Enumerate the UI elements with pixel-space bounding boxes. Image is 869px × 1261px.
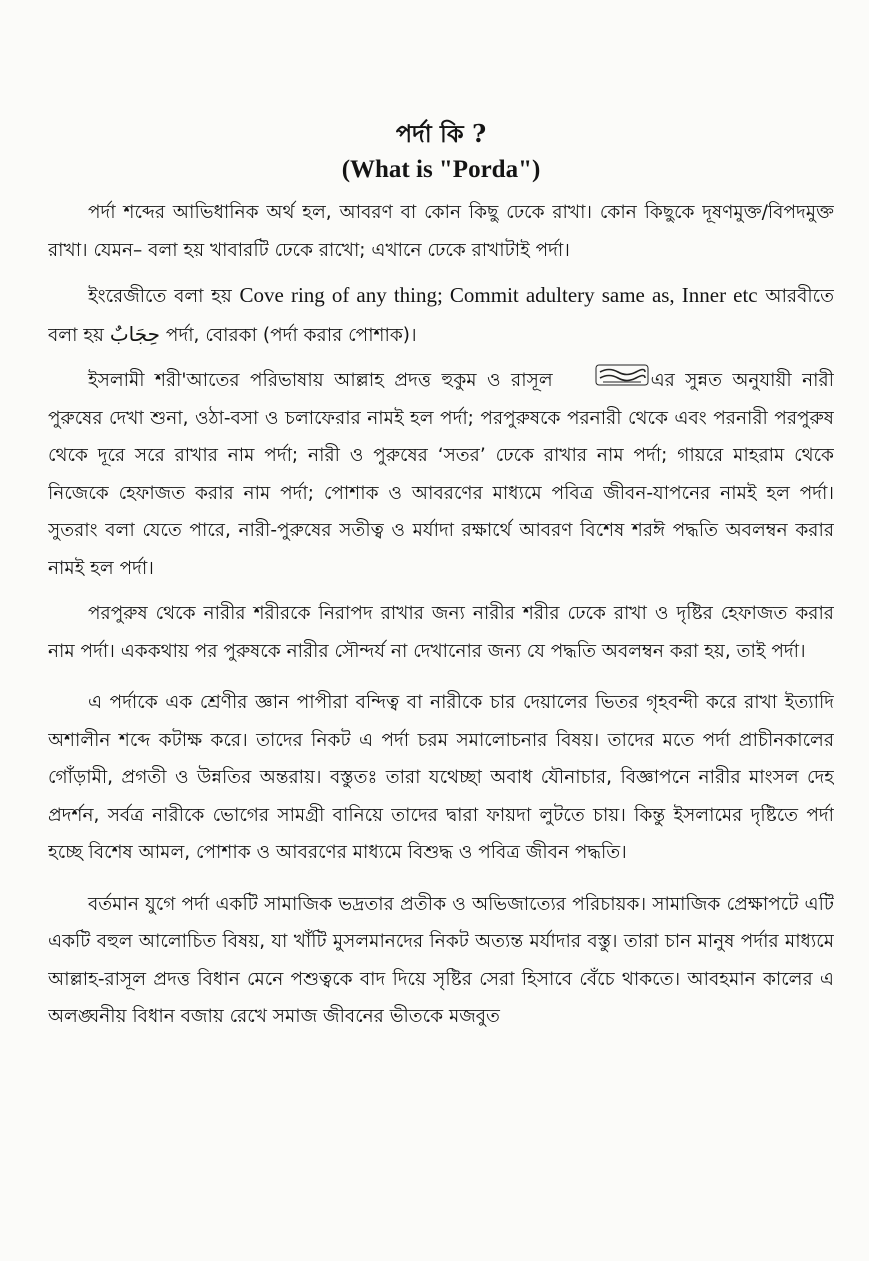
translations-lead: ইংরেজীতে বলা হয় [88, 286, 240, 307]
paragraph-criticism: এ পর্দাকে এক শ্রেণীর জ্ঞান পাপীরা বন্দিত্ব বা নারীকে চার দেয়ালের ভিতর গৃহবন্দী করে রাখা ইত্যাদি অশালীন শব্দে কটাক্ষ করে। তাদের নিকট এ পর্দা চরম সমালোচনার বিষয়। তাদের মতে পর্দা প্রাচীনকালের গোঁড়ামী, প্রগতী ও উন্নতির অন্তরায়। বস্তুতঃ তারা যথেচ্ছা অবাধ যৌনাচার, বিজ্ঞাপনে নারীর মাংসল দেহ প্রদর্শন, সর্বত্র নারীকে ভোগের সামগ্রী বানিয়ে তাদের দ্বারা ফায়দা লুটতে চায়। কিন্তু ইসলামের দৃষ্টিতে পর্দা হচ্ছে বিশেষ আমল, পোশাক ও আবরণের মাধ্যমে বিশুদ্ধ ও পবিত্র জীবন পদ্ধতি। [48, 692, 834, 864]
paragraph-protection: পরপুরুষ থেকে নারীর শরীরকে নিরাপদ রাখার জন্য নারীর শরীর ঢেকে রাখা ও দৃষ্টির হেফাজত করার নাম পর্দা। এককথায় পর পুরুষকে নারীর সৌন্দর্য না দেখানোর জন্য যে পদ্ধতি অবলম্বন করা হয়, তাই পর্দা। [48, 603, 834, 662]
translations-tail: পর্দা, বোরকা (পর্দা করার পোশাক)। [160, 324, 417, 346]
paragraph-translations [48, 277, 834, 354]
english-meaning: Cove ring of any thing; Commit adultery same as, Inner etc [239, 283, 758, 307]
page-title: পর্দা কি ? [395, 119, 487, 148]
translations-mid: আরবীতে বলা হয় [48, 286, 834, 346]
arabic-word: حِجَابٌ [109, 321, 161, 346]
paragraph-definition: পর্দা শব্দের আভিধানিক অর্থ হল, আবরণ বা কোন কিছু ঢেকে রাখা। কোন কিছুকে দূষণমুক্ত/বিপদমুক্ত রাখা। যেমন– বলা হয় খাবারটি ঢেকে রাখো; এখানে ঢেকে রাখাটাই পর্দা। [48, 202, 834, 261]
salutation-seal-icon [555, 362, 649, 400]
paragraph-sharia-meaning [48, 362, 834, 587]
document-page [48, 118, 834, 1248]
sharia-before: ইসলামী শরী'আতের পরিভাষায় আল্লাহ প্রদত্ত হুকুম ও রাসূল [88, 370, 553, 391]
paragraph-modern-age: বর্তমান যুগে পর্দা একটি সামাজিক ভদ্রতার প্রতীক ও অভিজাত্যের পরিচায়ক। সামাজিক প্রেক্ষাপটে এটি একটি বহুল আলোচিত বিষয়, যা খাঁটি মুসলমানদের নিকট অত্যন্ত মর্যাদার বস্তু। তারা চান মানুষ পর্দার মাধ্যমে আল্লাহ-রাসূল প্রদত্ত বিধান মেনে পশুত্বকে বাদ দিয়ে সৃষ্টির সেরা হিসাবে বেঁচে থাকতে। আবহমান কালের এ অলঙ্ঘনীয় বিধান বজায় রেখে সমাজ জীবনের ভীতকে মজবুত [48, 893, 834, 1028]
page-subtitle: (What is "Porda") [341, 156, 541, 183]
sharia-after: এর সুন্নত অনুযায়ী নারী পুরুষের দেখা শুনা, ওঠা-বসা ও চলাফেরার নামই হল পর্দা; পরপুরুষকে পরনারী থেকে এবং পরনারী পরপুরুষ থেকে দূরে সরে রাখার নাম পর্দা; নারী ও পুরুষের ‘সতর’ ঢেকে রাখার নাম পর্দা; গায়রে মাহরাম থেকে নিজেকে হেফাজত করার নাম পর্দা; পোশাক ও আবরণের মাধ্যমে পবিত্র জীবন-যাপনের নামই হল পর্দা। সুতরাং বলা যেতে পারে, নারী-পুরুষের সতীত্ব ও মর্যাদা রক্ষার্থে আবরণ বিশেষ শরঈ পদ্ধতি অবলম্বন করার নামই হল পর্দা। [48, 370, 834, 579]
